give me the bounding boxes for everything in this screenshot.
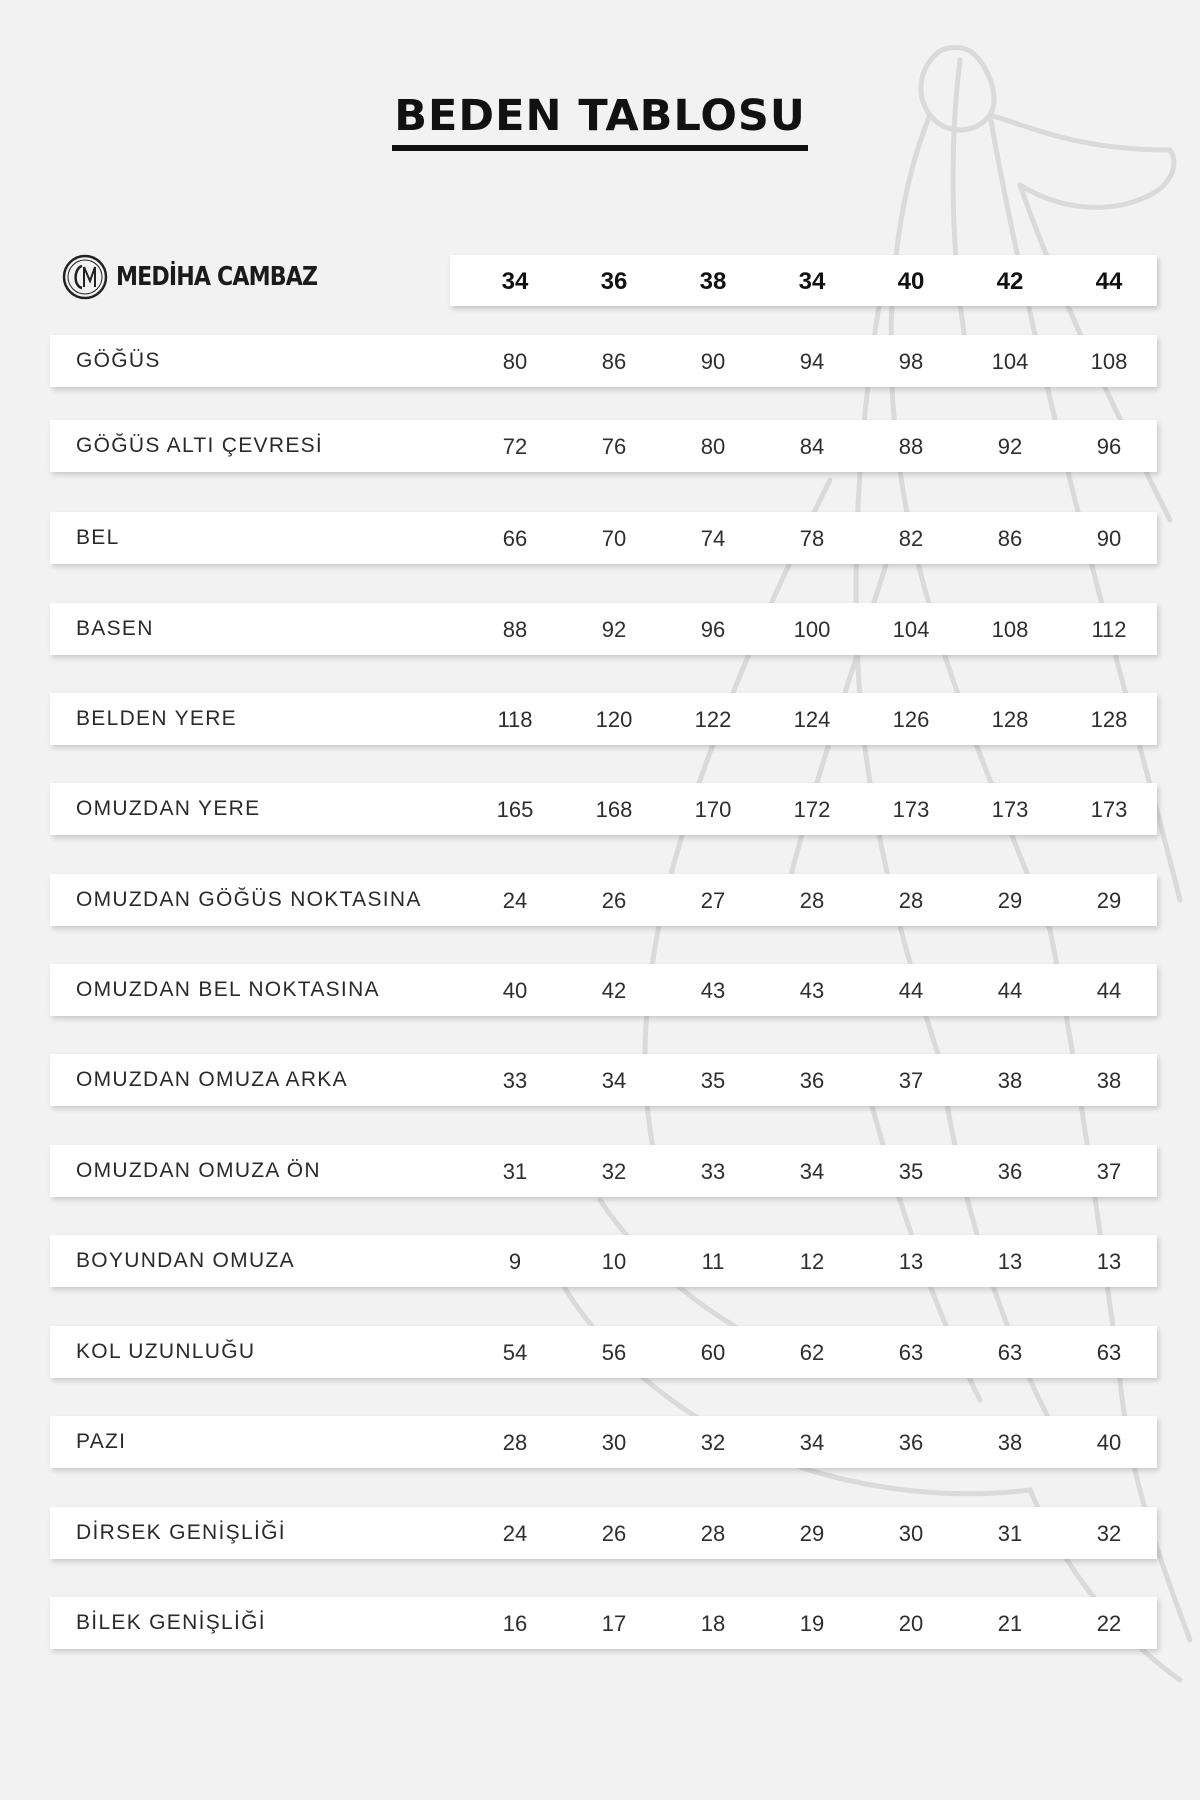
measurement-value: 66 — [502, 526, 528, 551]
measurement-value: 29 — [799, 1521, 825, 1546]
measurement-label: BASEN — [76, 617, 154, 640]
measurement-value: 29 — [997, 888, 1023, 913]
size-header: 34 — [501, 268, 529, 295]
measurement-value: 36 — [898, 1430, 924, 1455]
measurement-value: 24 — [502, 888, 528, 913]
measurement-value: 78 — [799, 526, 825, 551]
size-header: 36 — [600, 268, 628, 295]
measurement-value: 128 — [1090, 707, 1128, 732]
brand-logo — [62, 253, 353, 301]
measurement-value: 70 — [601, 526, 627, 551]
measurement-value: 24 — [502, 1521, 528, 1546]
measurement-value: 18 — [700, 1611, 726, 1636]
measurement-value: 33 — [502, 1068, 528, 1093]
measurement-value: 28 — [898, 888, 924, 913]
table-row — [50, 1235, 1157, 1287]
measurement-value: 120 — [595, 707, 633, 732]
measurement-value: 40 — [1096, 1430, 1122, 1455]
measurement-value: 54 — [502, 1340, 528, 1365]
measurement-value: 32 — [601, 1159, 627, 1184]
measurement-value: 32 — [700, 1430, 726, 1455]
measurement-value: 37 — [1096, 1159, 1122, 1184]
measurement-label: OMUZDAN OMUZA ÖN — [76, 1159, 321, 1182]
measurement-value: 26 — [601, 1521, 627, 1546]
table-row — [50, 1416, 1157, 1468]
measurement-value: 40 — [502, 978, 528, 1003]
table-row — [50, 512, 1157, 564]
measurement-value: 112 — [1091, 617, 1127, 642]
measurement-value: 34 — [601, 1068, 627, 1093]
measurement-value: 17 — [601, 1611, 627, 1636]
measurement-value: 122 — [694, 707, 732, 732]
measurement-value: 11 — [701, 1249, 725, 1274]
measurement-value: 126 — [892, 707, 930, 732]
measurement-value: 90 — [1096, 526, 1122, 551]
measurement-value: 92 — [997, 434, 1023, 459]
table-row — [50, 1597, 1157, 1649]
measurement-value: 38 — [997, 1430, 1023, 1455]
measurement-value: 98 — [898, 349, 924, 374]
measurement-value: 29 — [1096, 888, 1122, 913]
measurement-value: 62 — [799, 1340, 825, 1365]
measurement-value: 96 — [700, 617, 726, 642]
measurement-value: 63 — [997, 1340, 1023, 1365]
measurement-value: 104 — [892, 617, 930, 642]
measurement-value: 43 — [700, 978, 726, 1003]
measurement-value: 72 — [502, 434, 528, 459]
measurement-value: 31 — [997, 1521, 1023, 1546]
measurement-value: 26 — [601, 888, 627, 913]
table-row — [50, 693, 1157, 745]
size-header: 34 — [798, 268, 826, 295]
measurement-value: 100 — [793, 617, 831, 642]
measurement-value: 10 — [601, 1249, 627, 1274]
measurement-value: 37 — [898, 1068, 924, 1093]
measurement-value: 165 — [496, 797, 534, 822]
size-header: 42 — [996, 268, 1024, 295]
measurement-value: 38 — [997, 1068, 1023, 1093]
measurement-value: 35 — [898, 1159, 924, 1184]
table-row — [50, 964, 1157, 1016]
measurement-value: 96 — [1096, 434, 1122, 459]
measurement-value: 88 — [898, 434, 924, 459]
measurement-value: 36 — [799, 1068, 825, 1093]
measurement-value: 21 — [997, 1611, 1023, 1636]
page-title: BEDEN TABLOSU — [392, 92, 808, 151]
measurement-value: 9 — [508, 1249, 522, 1274]
measurement-value: 22 — [1096, 1611, 1122, 1636]
measurement-label: GÖĞÜS ALTI ÇEVRESİ — [76, 434, 324, 457]
measurement-value: 173 — [892, 797, 930, 822]
measurement-value: 86 — [997, 526, 1023, 551]
measurement-value: 33 — [700, 1159, 726, 1184]
measurement-label: PAZI — [76, 1430, 127, 1453]
measurement-value: 92 — [601, 617, 627, 642]
measurement-value: 13 — [1096, 1249, 1122, 1274]
measurement-value: 88 — [502, 617, 528, 642]
measurement-value: 94 — [799, 349, 825, 374]
measurement-value: 90 — [700, 349, 726, 374]
size-header: 44 — [1095, 268, 1123, 295]
measurement-value: 173 — [1090, 797, 1128, 822]
table-row — [50, 1326, 1157, 1378]
measurement-value: 108 — [991, 617, 1029, 642]
measurement-value: 16 — [502, 1611, 528, 1636]
measurement-label: BEL — [76, 526, 120, 549]
measurement-value: 170 — [694, 797, 732, 822]
measurement-value: 20 — [898, 1611, 924, 1636]
measurement-value: 80 — [700, 434, 726, 459]
measurement-label: BOYUNDAN OMUZA — [76, 1249, 295, 1272]
brand-name: MEDİHA CAMBAZ — [116, 262, 318, 292]
measurement-label: DİRSEK GENİŞLİĞİ — [76, 1521, 286, 1544]
measurement-value: 13 — [898, 1249, 924, 1274]
measurement-value: 38 — [1096, 1068, 1122, 1093]
measurement-label: OMUZDAN OMUZA ARKA — [76, 1068, 348, 1091]
measurement-value: 86 — [601, 349, 627, 374]
measurement-label: BELDEN YERE — [76, 707, 237, 730]
measurement-value: 80 — [502, 349, 528, 374]
table-row — [50, 783, 1157, 835]
measurement-label: OMUZDAN GÖĞÜS NOKTASINA — [76, 888, 422, 911]
size-header: 40 — [897, 268, 925, 295]
size-header-row — [450, 255, 1157, 306]
measurement-value: 32 — [1096, 1521, 1122, 1546]
measurement-value: 31 — [502, 1159, 528, 1184]
measurement-label: BİLEK GENİŞLİĞİ — [76, 1611, 266, 1634]
measurement-value: 128 — [991, 707, 1029, 732]
measurement-value: 76 — [601, 434, 627, 459]
measurement-value: 118 — [497, 707, 533, 732]
measurement-value: 42 — [601, 978, 627, 1003]
measurement-value: 13 — [997, 1249, 1023, 1274]
measurement-value: 35 — [700, 1068, 726, 1093]
measurement-value: 28 — [700, 1521, 726, 1546]
measurement-value: 60 — [700, 1340, 726, 1365]
table-row — [50, 1507, 1157, 1559]
measurement-value: 44 — [898, 978, 924, 1003]
measurement-value: 63 — [898, 1340, 924, 1365]
measurement-value: 173 — [991, 797, 1029, 822]
measurement-value: 43 — [799, 978, 825, 1003]
measurement-value: 168 — [595, 797, 633, 822]
table-row — [50, 603, 1157, 655]
measurement-value: 30 — [898, 1521, 924, 1546]
measurement-value: 44 — [1096, 978, 1122, 1003]
measurement-value: 36 — [997, 1159, 1023, 1184]
measurement-value: 172 — [793, 797, 831, 822]
measurement-value: 34 — [799, 1430, 825, 1455]
measurement-value: 56 — [601, 1340, 627, 1365]
measurement-value: 12 — [799, 1249, 825, 1274]
measurement-value: 108 — [1090, 349, 1128, 374]
measurement-label: GÖĞÜS — [76, 349, 161, 372]
measurement-label: KOL UZUNLUĞU — [76, 1340, 256, 1363]
table-row — [50, 335, 1157, 387]
measurement-value: 34 — [799, 1159, 825, 1184]
brand-monogram-icon — [62, 254, 108, 300]
table-row — [50, 1145, 1157, 1197]
measurement-value: 82 — [898, 526, 924, 551]
size-header: 38 — [699, 268, 727, 295]
measurement-value: 44 — [997, 978, 1023, 1003]
measurement-value: 30 — [601, 1430, 627, 1455]
table-row — [50, 420, 1157, 472]
measurement-value: 124 — [793, 707, 831, 732]
measurement-label: OMUZDAN BEL NOKTASINA — [76, 978, 380, 1001]
measurement-value: 28 — [502, 1430, 528, 1455]
measurement-label: OMUZDAN YERE — [76, 797, 261, 820]
measurement-value: 74 — [700, 526, 726, 551]
measurement-value: 63 — [1096, 1340, 1122, 1365]
measurement-value: 27 — [700, 888, 726, 913]
table-row — [50, 874, 1157, 926]
table-row — [50, 1054, 1157, 1106]
measurement-value: 19 — [799, 1611, 825, 1636]
measurement-value: 104 — [991, 349, 1029, 374]
measurement-value: 84 — [799, 434, 825, 459]
measurement-value: 28 — [799, 888, 825, 913]
